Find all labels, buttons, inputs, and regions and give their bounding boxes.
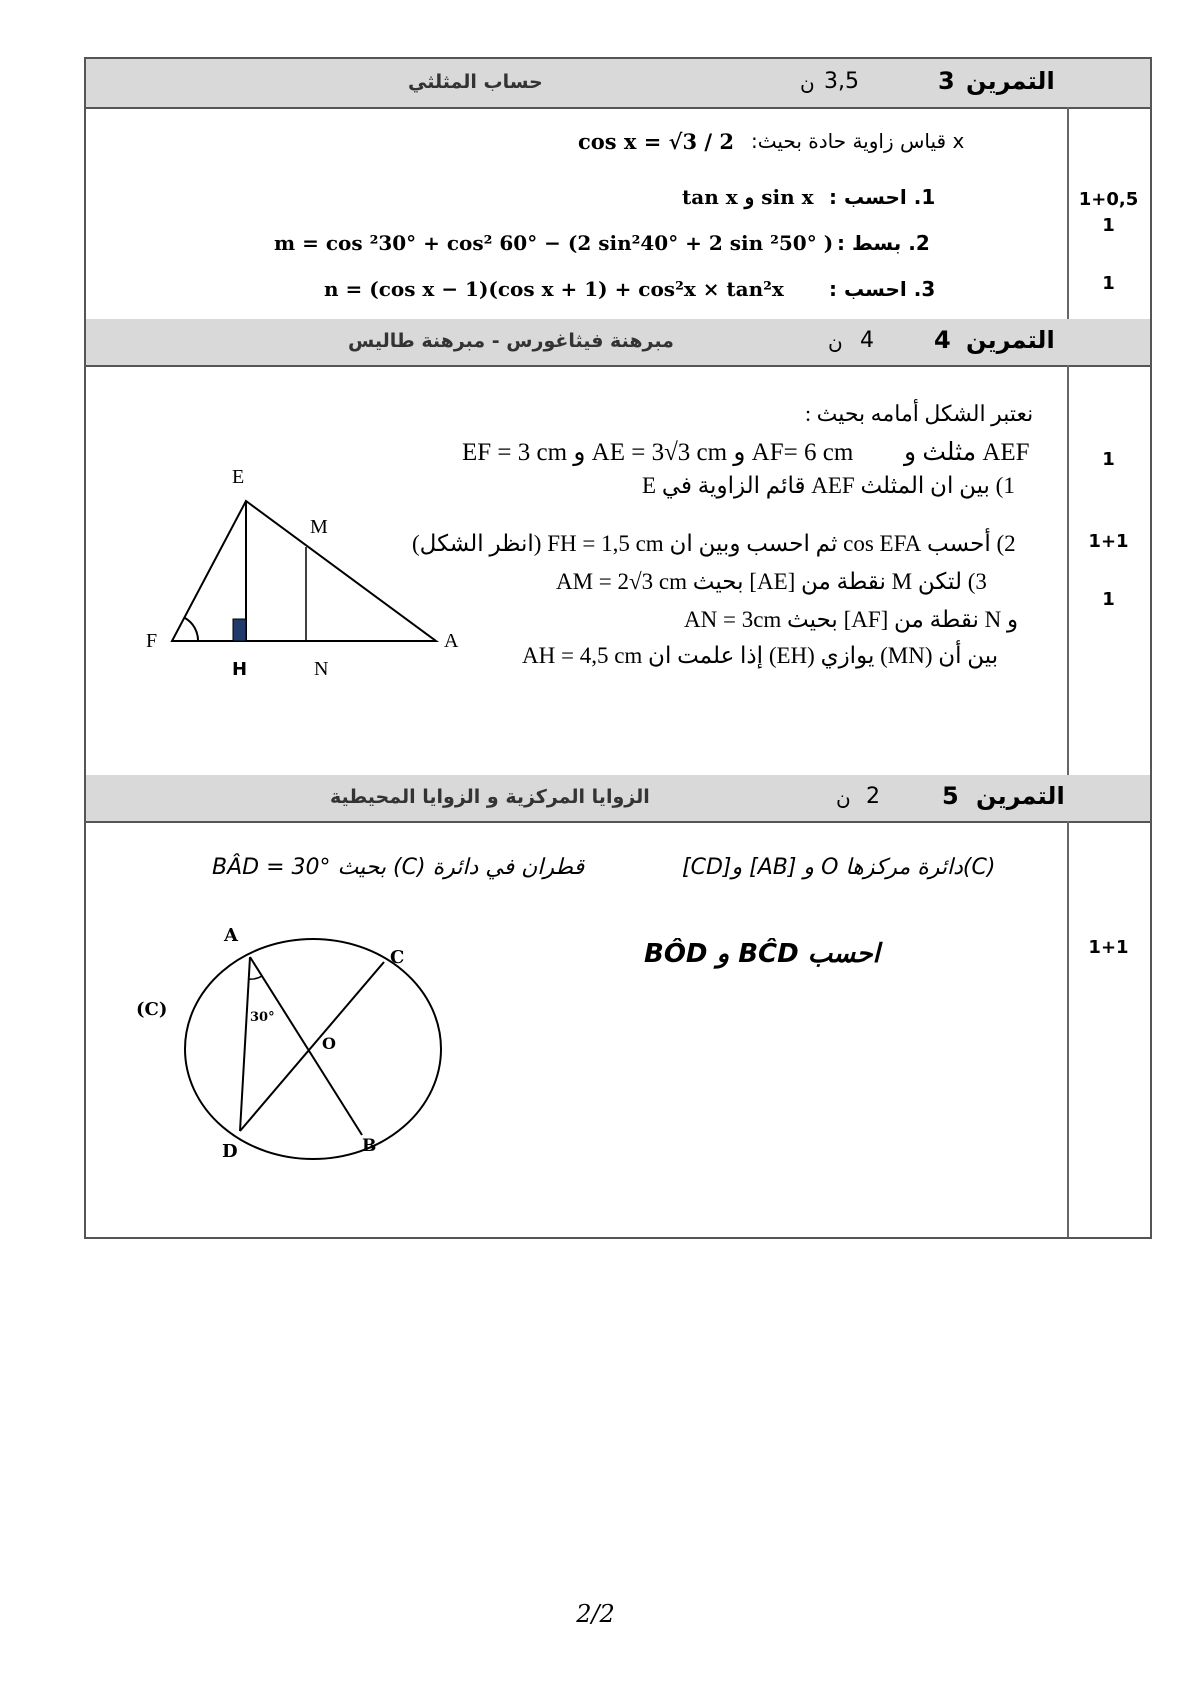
label-d: D xyxy=(222,1141,238,1162)
ex4-unit: ن xyxy=(828,330,843,354)
diameter-ab xyxy=(250,957,362,1135)
triangle-aef xyxy=(172,501,436,641)
ex5-score-1: 1+1 xyxy=(1088,937,1129,958)
chord-ad xyxy=(240,957,250,1131)
ex3-body xyxy=(86,107,1150,321)
page-number: 2/2 xyxy=(576,1600,615,1628)
ex3-q3-text: 3. احسب : xyxy=(829,277,936,301)
ex4-points: 4 xyxy=(860,328,874,353)
label-a: A xyxy=(444,630,459,652)
ex5-line2: احسب BĈD و BÔD xyxy=(644,939,880,969)
ex3-topic: حساب المثلثي xyxy=(408,71,543,93)
ex3-score-2: 1 xyxy=(1102,215,1115,236)
ex3-q1-formula: tan x و sin x xyxy=(682,185,814,209)
ex4-line2-formula: EF = 3 cm و AE = 3√3 cm و AF= 6 cm xyxy=(462,439,854,466)
ex3-score-3: 1 xyxy=(1102,273,1115,294)
ex5-figure xyxy=(136,917,436,1177)
angle-f-arc xyxy=(185,618,198,641)
ex3-unit: ن xyxy=(800,71,815,95)
ex3-points: 3,5 xyxy=(824,69,859,94)
label-n: N xyxy=(314,658,329,680)
ex4-topic: مبرهنة فيثاغورس - مبرهنة طاليس xyxy=(348,330,674,352)
ex4-score-3: 1 xyxy=(1102,589,1115,610)
ex4-figure xyxy=(106,435,459,685)
ex5-line1-right: (C)دائرة مركزها O و [AB] و[CD] xyxy=(682,855,996,880)
ex3-q1-text: 1. احسب : xyxy=(829,185,936,209)
ex4-title: التمرين xyxy=(966,326,1055,354)
ex4-line1: نعتبر الشكل أمامه بحيث : xyxy=(805,401,1034,426)
ex3-intro-text: x قياس زاوية حادة بحيث: xyxy=(751,129,965,153)
label-a: A xyxy=(224,925,238,946)
label-o: O xyxy=(322,1034,336,1053)
ex5-number: 5 xyxy=(942,782,959,810)
ex4-header xyxy=(86,319,1150,367)
angle-bad-arc xyxy=(248,976,262,979)
label-f: F xyxy=(146,630,158,652)
ex5-body xyxy=(86,821,1150,1237)
ex5-points: 2 xyxy=(866,784,880,809)
label-e: E xyxy=(232,466,245,488)
label-circle: (C) xyxy=(136,999,168,1020)
ex5-header xyxy=(86,775,1150,823)
ex3-q2-formula: m = cos ²30° + cos² 60° − (2 sin²40° + 2 sin ²50° ) xyxy=(274,231,834,255)
ex4-line2-ar: AEF مثلث و xyxy=(904,439,1030,466)
ex3-header xyxy=(86,59,1150,109)
ex4-line7: بين أن (MN) يوازي (EH) إذا علمت ان AH = 4,5 cm xyxy=(522,643,999,668)
ex5-line1-left: قطران في دائرة (C) بحيث BÂD = 30° xyxy=(212,855,585,880)
ex5-topic: الزوايا المركزية و الزوايا المحيطية xyxy=(330,786,650,808)
ex4-body xyxy=(86,365,1150,777)
label-m: M xyxy=(310,516,328,538)
right-angle-mark xyxy=(233,619,246,641)
label-c: C xyxy=(390,947,405,968)
ex3-q3-formula: n = (cos x − 1)(cos x + 1) + cos²x × tan²x xyxy=(324,277,784,301)
label-h: H xyxy=(232,659,248,680)
label-angle: 30° xyxy=(250,1010,275,1025)
ex4-number: 4 xyxy=(934,326,951,354)
ex3-intro-formula: cos x = √3 / 2 xyxy=(578,129,734,154)
ex4-line4: 2) أحسب cos EFA ثم احسب وبين ان FH = 1,5 cm (انظر الشكل) xyxy=(412,531,1016,556)
ex4-score-2: 1+1 xyxy=(1088,531,1129,552)
ex3-title: التمرين xyxy=(966,67,1055,95)
ex4-score-1: 1 xyxy=(1102,449,1115,470)
ex4-line6: و N نقطة من [AF] بحيث AN = 3cm xyxy=(684,607,1019,632)
ex5-title: التمرين xyxy=(976,782,1065,810)
ex5-unit: ن xyxy=(836,786,851,810)
ex4-line3: 1) بين ان المثلث AEF قائم الزاوية في E xyxy=(642,473,1015,498)
ex3-q2-text: 2. بسط : xyxy=(837,231,930,255)
diameter-cd xyxy=(240,962,384,1131)
label-b: B xyxy=(362,1136,377,1156)
exercise-table xyxy=(84,57,1152,1239)
ex4-line5: 3) لتكن M نقطة من [AE] بحيث AM = 2√3 cm xyxy=(556,569,987,594)
ex3-number: 3 xyxy=(938,67,955,95)
ex3-score-1: 1+0,5 xyxy=(1078,189,1139,210)
circle-c xyxy=(185,939,441,1159)
